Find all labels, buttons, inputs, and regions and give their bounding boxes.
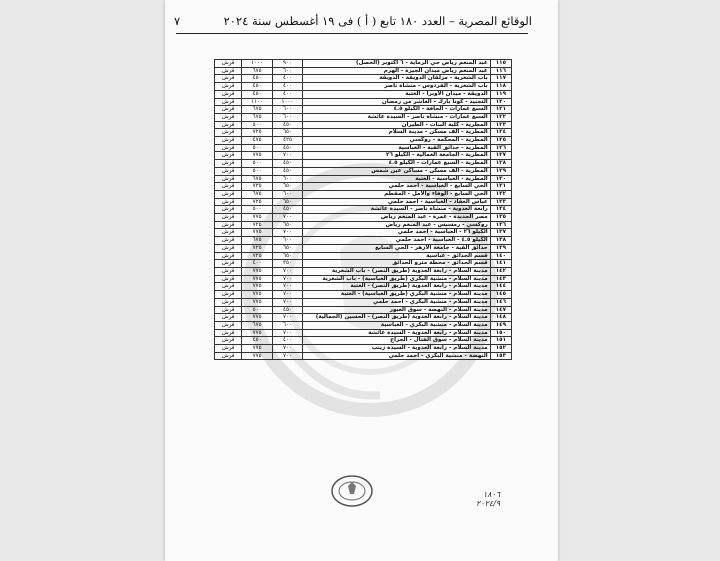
fare-unit: قرش [215,206,242,214]
fare-value: ٤٠٠ [272,83,302,91]
fare-value: ٦٥٠ [272,183,302,191]
fare-value-new: ٦٧٥ [242,113,272,121]
header-rule [176,33,528,34]
fare-value-new: ١٠٠٠ [242,60,272,68]
fare-value-new: ٧٧٥ [242,352,272,360]
fare-unit: قرش [215,321,242,329]
route-name: المطرية - ألف مسكن - مساكن عين شمس [303,167,491,175]
fare-unit: قرش [215,129,242,137]
fare-value-new: ٧٧٥ [242,291,272,299]
route-name: السبع عمارات - الحافة - الكيلو ٤.٥ [303,106,491,114]
tariff-table [214,59,512,360]
fare-unit: قرش [215,345,242,353]
fare-value-new: ٤٧٥ [242,137,272,145]
route-name: المطرية - حدائق القبة - العباسية [303,144,491,152]
page-header [176,14,532,32]
route-number: ١٥٠ [490,329,511,337]
fare-value: ٤٥٠ [272,306,302,314]
fare-value-new: ٧٧٥ [242,267,272,275]
fare-value: ٤٠٠ [272,337,302,345]
route-name: مدينة السلام - منشية البكري (طريق العباسية) - العتبة [303,291,491,299]
signature-line-2: ٢٠٢٤/٩ [476,499,501,508]
fare-value-new: ٤٥٠ [242,75,272,83]
route-name: التجنيد - كوتا بارك - العاشر من رمضان [303,98,491,106]
route-number: ١٣٤ [490,206,511,214]
route-number: ١٤٨ [490,314,511,322]
route-name: باب الشعرية - مزلقان الدويقة - الدويقة [303,75,491,83]
table-row [215,106,512,114]
table-row [215,167,512,175]
table-row [215,121,512,129]
table-row [215,345,512,353]
route-name: المطرية - ألف مسكن - مدينة السلام [303,129,491,137]
fare-value-new: ٦٧٥ [242,67,272,75]
route-number: ١١٥ [490,60,511,68]
table-row [215,298,512,306]
fare-value: ٦٠٠ [272,237,302,245]
fare-unit: قرش [215,152,242,160]
fare-value-new: ٦٧٥ [242,321,272,329]
fare-unit: قرش [215,221,242,229]
fare-value: ٧٠٠ [272,229,302,237]
table-row [215,60,512,68]
fare-value: ٧٠٠ [272,314,302,322]
route-name: مدينة السلام - رابعة العدوية (طريق النصر) - العتبة [303,283,491,291]
fare-value: ٧٠٠ [272,214,302,222]
table-row [215,129,512,137]
fare-unit: قرش [215,329,242,337]
route-number: ١٣٢ [490,190,511,198]
fare-value: ٤٥٠ [272,206,302,214]
table-row [215,198,512,206]
fare-unit: قرش [215,98,242,106]
route-name: المطرية - كلية البنات - الطيران [303,121,491,129]
fare-value-new: ٥٠٠ [242,144,272,152]
route-name: روكسي - رمسيس - عبد المنعم رياض [303,221,491,229]
fare-value: ٤٥٠ [272,121,302,129]
fare-value: ٧٠٠ [272,352,302,360]
route-name: مدينة السلام - رابعة العدوية (طريق النصر) - باب الشعرية [303,267,491,275]
route-number: ١١٧ [490,75,511,83]
route-number: ١٢٢ [490,113,511,121]
table-row [215,314,512,322]
route-name: النهضة - منشية البكري - أحمد حلمي [303,352,491,360]
route-number: ١٣٩ [490,244,511,252]
route-number: ١٣٥ [490,214,511,222]
fare-unit: قرش [215,237,242,245]
table-row [215,98,512,106]
fare-unit: قرش [215,190,242,198]
fare-value-new: ٦٧٥ [242,190,272,198]
route-name: مدينة السلام - منشية البكري (طريق العباسية) - باب الشعرية [303,275,491,283]
fare-value-new: ٧٢٥ [242,244,272,252]
fare-value: ٧٠٠ [272,275,302,283]
table-row [215,291,512,299]
fare-unit: قرش [215,113,242,121]
route-number: ١٤٢ [490,267,511,275]
route-number: ١٢٤ [490,129,511,137]
table-row [215,144,512,152]
route-name: مدينة السلام - رابعة العدوية - السيدة عائشة [303,329,491,337]
route-number: ١٤٤ [490,283,511,291]
fare-value-new: ٤٥٠ [242,83,272,91]
route-name: الحي السابع - العباسية - أحمد حلمي [303,183,491,191]
fare-value-new: ٧٧٥ [242,298,272,306]
route-number: ١٣٧ [490,229,511,237]
table-row [215,175,512,183]
route-number: ١٤١ [490,260,511,268]
fare-value-new: ٥٠٠ [242,206,272,214]
route-name: مدينة السلام - رابعة العدوية - السيدة زينب [303,345,491,353]
fare-value: ٧٠٠ [272,345,302,353]
fare-unit: قرش [215,298,242,306]
fare-value-new: ٧٧٥ [242,152,272,160]
fare-unit: قرش [215,90,242,98]
route-name: الحي السابع - الوفاء والأمل - المقطم [303,190,491,198]
official-stamp [330,474,374,508]
route-name: مدينة السلام - النهضة - سوق العبور [303,306,491,314]
fare-value: ٧٠٠ [272,267,302,275]
route-number: ١٣٨ [490,237,511,245]
fare-unit: قرش [215,214,242,222]
fare-value-new: ١١٠٠ [242,98,272,106]
route-name: قسم الحدائق - محطة مترو الحدائق [303,260,491,268]
fare-value: ٦٠٠ [272,67,302,75]
route-number: ١٢٠ [490,98,511,106]
fare-unit: قرش [215,175,242,183]
fare-value: ٩٠٠ [272,60,302,68]
route-number: ١٥٣ [490,352,511,360]
route-name: مدينة السلام - منشية البكري - العباسية [303,321,491,329]
fare-unit: قرش [215,291,242,299]
fare-unit: قرش [215,229,242,237]
table-row [215,283,512,291]
route-number: ١٤٥ [490,291,511,299]
signature-line-1: ١٨٠٦ [483,490,501,499]
route-number: ١١٩ [490,90,511,98]
fare-value: ٧٠٠ [272,329,302,337]
table-row [215,306,512,314]
fare-value: ٦٥٠ [272,221,302,229]
route-name: حدائق القبة - جامعة الأزهر - الحي السابع [303,244,491,252]
fare-unit: قرش [215,352,242,360]
fare-unit: قرش [215,306,242,314]
route-number: ١٥١ [490,337,511,345]
route-number: ١٤٩ [490,321,511,329]
fare-unit: قرش [215,244,242,252]
fare-value: ٤٠٠ [272,90,302,98]
fare-value: ٤٠٠ [272,75,302,83]
fare-value-new: ٧٢٥ [242,129,272,137]
fare-value-new: ٦٧٥ [242,237,272,245]
fare-value: ٦٥٠ [272,198,302,206]
fare-value: ٤٢٥ [272,137,302,145]
fare-value-new: ٧٧٥ [242,314,272,322]
fare-unit: قرش [215,252,242,260]
fare-value-new: ٥٠٠ [242,167,272,175]
table-row [215,83,512,91]
header-text: الوقائع المصرية – العدد ١٨٠ تابع ( أ ) فى ١٩ أغسطس سنة ٢٠٢٤ [223,14,532,28]
route-number: ١٣٠ [490,175,511,183]
fare-value: ٣٥٠ [272,260,302,268]
route-name: المطرية - العباسية - العتبة [303,175,491,183]
table-row [215,260,512,268]
route-number: ١٤٠ [490,252,511,260]
fare-value: ٦٥٠ [272,244,302,252]
table-row [215,67,512,75]
fare-value: ٦٥٠ [272,252,302,260]
route-name: مدينة السلام - سوق الفتال - الجراج [303,337,491,345]
table-row [215,214,512,222]
table-row [215,244,512,252]
route-number: ١٢٥ [490,137,511,145]
table-row [215,337,512,345]
route-number: ١١٨ [490,83,511,91]
table-row [215,206,512,214]
fare-value: ٧٠٠ [272,283,302,291]
route-number: ١١٦ [490,67,511,75]
route-name: مدينة السلام - رابعة العدوية (طريق النصر) - الحسين (الجمالية) [303,314,491,322]
route-name: عباس العقاد - العباسية - أحمد حلمي [303,198,491,206]
fare-unit: قرش [215,283,242,291]
fare-value-new: ٤٥٠ [242,337,272,345]
fare-unit: قرش [215,121,242,129]
fare-unit: قرش [215,267,242,275]
route-number: ١٥٢ [490,345,511,353]
route-name: السبع عمارات - منشأة ناصر - السيدة عائشة [303,113,491,121]
page-number: ٧ [174,14,181,28]
fare-unit: قرش [215,160,242,168]
fare-value: ٦٠٠ [272,175,302,183]
table-row [215,190,512,198]
fare-unit: قرش [215,75,242,83]
fare-value: ٦٠٠ [272,321,302,329]
fare-value: ٤٥٠ [272,144,302,152]
fare-value: ٦٠٠ [272,190,302,198]
fare-unit: قرش [215,67,242,75]
table-row [215,152,512,160]
table-row [215,229,512,237]
fare-value-new: ٦٧٥ [242,106,272,114]
route-name: مدينة السلام - منشية البكري - أحمد حلمي [303,298,491,306]
table-row [215,267,512,275]
route-number: ١٢٨ [490,160,511,168]
route-name: المطرية - الجامعة العمالية - الكيلو ٢٦ [303,152,491,160]
fare-value-new: ٧٧٥ [242,329,272,337]
table-row [215,75,512,83]
route-number: ١٤٦ [490,298,511,306]
route-name: قسم الحدائق - عباسية [303,252,491,260]
route-name: الكيلو ٤.٥ - العباسية - أحمد حلمي [303,237,491,245]
fare-unit: قرش [215,275,242,283]
fare-unit: قرش [215,137,242,145]
fare-value: ٦٠٠ [272,113,302,121]
fare-value-new: ٥٠٠ [242,121,272,129]
fare-value: ٦٠٠ [272,106,302,114]
table-row [215,113,512,121]
route-name: عبد المنعم رياض ميدان الجيزة - الهرم [303,67,491,75]
route-number: ١٤٣ [490,275,511,283]
table-row [215,329,512,337]
table-row [215,237,512,245]
signature [476,490,500,508]
route-number: ١٣١ [490,183,511,191]
fare-unit: قرش [215,183,242,191]
route-number: ١٣٣ [490,198,511,206]
fare-unit: قرش [215,167,242,175]
fare-value-new: ٧٧٥ [242,214,272,222]
route-name: مصر الجديدة - غمرة - عبد المنعم رياض [303,214,491,222]
fare-unit: قرش [215,337,242,345]
fare-unit: قرش [215,260,242,268]
fare-value-new: ٧٢٥ [242,221,272,229]
fare-unit: قرش [215,314,242,322]
fare-value: ٧٠٠ [272,291,302,299]
fare-value: ٧٠٠ [272,152,302,160]
fare-value-new: ٧٧٥ [242,275,272,283]
fare-unit: قرش [215,60,242,68]
route-number: ١٢٧ [490,152,511,160]
fare-value-new: ٧٧٥ [242,229,272,237]
fare-value-new: ٤٠٠ [242,260,272,268]
fare-value-new: ٥٠٠ [242,306,272,314]
route-name: عبد المنعم رياض حي الرماية - ٦ أكتوبر (الحصل) [303,60,491,68]
fare-value: ٧٠٠ [272,298,302,306]
route-name: المطرية - السبع عمارات - الكيلو ٤.٥ [303,160,491,168]
fare-unit: قرش [215,106,242,114]
fare-value-new: ٧٢٥ [242,198,272,206]
fare-unit: قرش [215,83,242,91]
fare-value: ٦٥٠ [272,129,302,137]
fare-value: ٤٥٠ [272,167,302,175]
table-row [215,275,512,283]
route-number: ١٣٦ [490,221,511,229]
table-row [215,321,512,329]
table-row [215,137,512,145]
fare-value-new: ٤٥٠ [242,90,272,98]
route-name: الدويقة - ميدان الأوبرا - العتبة [303,90,491,98]
route-name: باب الشعرية - الفردوس - منشأة ناصر [303,83,491,91]
table-row [215,252,512,260]
fare-value-new: ٧٢٥ [242,252,272,260]
route-name: الكيلو ٢٦ - العباسية - أحمد حلمي [303,229,491,237]
route-name: رابعة العدوية - منشأة ناصر - السيدة عائشة [303,206,491,214]
fare-value-new: ٥٠٠ [242,160,272,168]
table-row [215,90,512,98]
table-row [215,352,512,360]
route-number: ١٢٣ [490,121,511,129]
fare-value-new: ٧٧٥ [242,283,272,291]
fare-value-new: ٦٧٥ [242,175,272,183]
route-number: ١٤٧ [490,306,511,314]
fare-value: ١٠٠٠ [272,98,302,106]
fare-value-new: ٧٢٥ [242,183,272,191]
fare-unit: قرش [215,144,242,152]
fare-value: ٤٥٠ [272,160,302,168]
fare-unit: قرش [215,198,242,206]
table-row [215,221,512,229]
route-number: ١٢٩ [490,167,511,175]
table-row [215,183,512,191]
fare-value-new: ٧٧٥ [242,345,272,353]
route-number: ١٢١ [490,106,511,114]
route-number: ١٢٦ [490,144,511,152]
table-row [215,160,512,168]
route-name: المطرية - المحكمة - روكسي [303,137,491,145]
